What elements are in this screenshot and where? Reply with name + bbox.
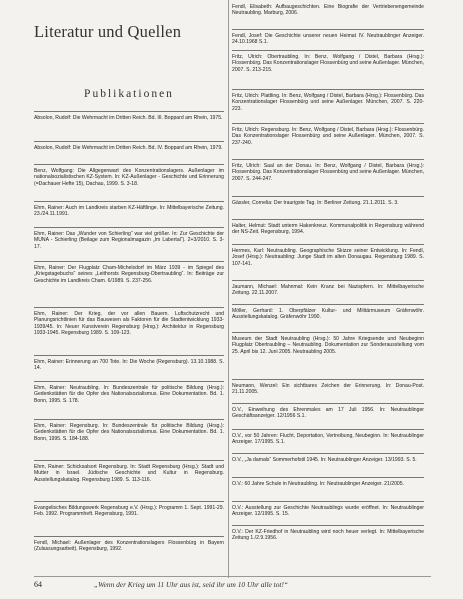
bibliography-entry: Benz, Wolfgang: Die Allgegenwart des Konzentrationslagers. Außenlager im nationalsozialistischen KZ-System. In: KZ-Außenlager - Geschichte und Erinnerung (=Dachauer Hefte 15), Dachau, 1999. S. 3-18. bbox=[34, 164, 224, 201]
page-title: Literatur und Quellen bbox=[34, 22, 182, 41]
bibliography-entry: Ehm, Rainer: Erinnerung an 700 Tote. In: Die Woche (Regensburg). 13.10.1988. S. 14. bbox=[34, 355, 224, 381]
bibliography-entry: O.V.: 60 Jahre Schule in Neutraubling. In: Neutraublinger Anzeiger. 21/2005. bbox=[232, 477, 424, 501]
bibliography-entry: Museum der Stadt Neutraubling (Hrsg.): 50 Jahre Kriegsende und Neubeginn Flugplatz Obertraubling – Neutraubling. Dokumentation zur Sonderausstellung vom 25. April bis 12. Juni 2005. Neutraubling 2005. bbox=[232, 332, 424, 379]
column-divider bbox=[228, 0, 229, 578]
bibliography-entry: Fritz, Ulrich: Obertraubling. In: Benz, Wolfgang / Distel, Barbara (Hrsg.): Flossenbürg. Das Konzentrationslager Flossenbürg und seine Außenlager. München, 2007. S. 213-215. bbox=[232, 50, 424, 89]
bibliography-entry: Fendl, Michael: Außenlager des Konzentrationslagers Flossenbürg in Bayern (Zulassungsarbeit). Regensburg, 1992. bbox=[34, 536, 224, 566]
bibliography-entry: Evangelisches Bildungswerk Regensburg e.V. (Hrsg.): Programm 1. Sept. 1991-29. Feb. 1992. Programmheft. Regensburg, 1991. bbox=[34, 501, 224, 536]
bibliography-entry: Ehm, Rainer: Der Krieg, der vor allen Bauern. Luftschutzrecht und Planungsrichtlinien für das Bauwesen als Faktoren für die Stadtentwicklung 1933-1939/45. In: Neuer Kunstverein Regensburg (Hrsg.): Architektur in Regensburg 1933-1945. Regensburg 1989. S. 109-123. bbox=[34, 307, 224, 355]
bibliography-entry: Ehm, Rainer: Der Flugplatz Cham-Michelsdorf im März 1939 - im Spiegel des „Kriegstagebuchs“ seines „Leithorsts Regensburg-Obertraubling“. In: Beiträge zur Geschichte im Landkreis Cham. 6/1989. S. 237-256. bbox=[34, 261, 224, 307]
bibliography-entry: Ehm, Rainer: Schicksalsort Regensburg. In: Stadt Regensburg (Hrsg.): Stadt und Mutter in Israel. Jüdische Geschichte und Kultur in Regensburg. Ausstellungskatalog. Regensburg 1989. S. 113-116. bbox=[34, 460, 224, 501]
bibliography-entry: O.V., „Ja damals“ Sommerhofstil 1945. In: Neutraublinger Anzeiger. 13/1993. S. 5. bbox=[232, 453, 424, 477]
bibliography-entry: Möller, Gerhard: 1. Oberpfälzer Kultur- und Militärmuseum Gräfenwöhr. Ausstellungskatalog. Gräfenwöhr 1990. bbox=[232, 304, 424, 332]
bibliography-entry: Fendl, Elisabeth: Aufbaugeschichten. Eine Biografie der Vertriebenengemeinde Neutraubling. Marburg, 2006. bbox=[232, 4, 424, 17]
bibliography-entry: Fritz, Ulrich: Saal an der Donau. In: Benz, Wolfgang / Distel, Barbara (Hrsg.): Flossenbürg. Das Konzentrationslager Flossenbürg und seine Außenlager. München, 2007. S. 244-247. bbox=[232, 159, 424, 196]
bibliography-entry: Fendl, Josef: Die Geschichte unserer neuen Heimat IV. Neutraublinger Anzeiger. 24.10.1968 S.1. bbox=[232, 29, 424, 50]
bibliography-entry: Ehm, Rainer: Das „Wunder von Schierling“ war viel größer. In: Zur Geschichte der MUNA - Schierling (Beilage zum Regionalmagazin „Im Labertal“). 2+3/2010. S. 3-17. bbox=[34, 227, 224, 261]
bibliography-entry: Gässler, Cornelia: Der traurigste Tag. In: Berliner Zeitung. 21.1.2011. S. 3. bbox=[232, 196, 424, 219]
bibliography-entry: Fritz, Ulrich: Regensburg. In: Benz, Wolfgang / Distel, Barbara (Hrsg.): Flossenbürg. Das Konzentrationslager Flossenbürg und seine Außenlager. München, 2007. S. 237-240. bbox=[232, 123, 424, 159]
footer-quote: „Wenn der Krieg um 11 Uhr aus ist, seid ihr um 10 Uhr alle tot!“ bbox=[94, 580, 289, 589]
bibliography-entry: Fritz, Ulrich: Plattling. In: Benz, Wolfgang / Distel, Barbara (Hrsg.): Flossenbürg. Das Konzentrationslager Flossenbürg und seine Außenlager. München, 2007. S. 220-223. bbox=[232, 89, 424, 123]
bibliography-entry: O.V., Einweihung des Ehrenmales am 17 Juli 1956. In: Neutraublinger Geschäftsanzeiger. 12/1956 S.1. bbox=[232, 403, 424, 429]
bibliography-entry: Absolon, Rudolf: Die Wehrmacht im Dritten Reich. Bd. IV. Boppard am Rhein, 1979. bbox=[34, 141, 224, 164]
bibliography-entry: O.V.: Ausstellung zur Geschichte Neutraublings wurde eröffnet. In: Neutraublinger Anzeiger. 12/1995. S. 15. bbox=[232, 501, 424, 525]
bibliography-entry: Neumann, Wenzel: Ein sichtbares Zeichen der Erinnerung. In: Donau-Post. 21.11.2005. bbox=[232, 379, 424, 403]
section-subtitle: Publikationen bbox=[84, 88, 174, 100]
bibliography-entry: Hermes, Karl: Neutraubling. Geographische Skizze seiner Entwicklung. In: Fendl, Josef (Hrsg.): Neutraubling: Junge Stadt im alten Donaugau. Regensburg 1989. S. 107-141. bbox=[232, 244, 424, 280]
bibliography-entry: Ehm, Rainer: Auch im Landkreis starben KZ-Häftlinge. In: Mittelbayerische Zeitung. 23./24.11.1991. bbox=[34, 201, 224, 227]
bibliography-entry: Ehm, Rainer: Neutraubling. In: Bundeszentrale für politische Bildung (Hrsg.): Gedenkstätten für die Opfer des Nationalsozialismus. Eine Dokumentation. Bd. 1. Bonn, 1995. S. 178. bbox=[34, 381, 224, 419]
bibliography-entry: Jaumann, Michael: Mahnmal: Kein Kranz bei Nazispfern. In: Mittelbayerische Zeitung. 22.11.2007. bbox=[232, 280, 424, 304]
bibliography-entry: Absolon, Rudolf: Die Wehrmacht im Dritten Reich. Bd. III. Boppard am Rhein, 1975. bbox=[34, 111, 224, 141]
footer-rule bbox=[34, 576, 431, 577]
bibliography-entry: O.V., vor 50 Jahren: Flucht, Deportation, Vertreibung, Neubeginn. In: Neutraublinger Anzeiger. 17/1995. S.1. bbox=[232, 429, 424, 453]
bibliography-entry: Halter, Helmut: Stadt unterm Hakenkreuz. Kommunalpolitik in Regensburg während der NS-Zeit. Regensburg, 1994. bbox=[232, 219, 424, 244]
bibliography-entry: O.V.: Der KZ-Friedhof in Neutraubling wird noch heuer verlegt. In: Mittelbayerische Zeitung 1./2.9.1956. bbox=[232, 525, 424, 551]
page-number: 64 bbox=[34, 580, 42, 589]
bibliography-entry: Ehm, Rainer: Regensburg. In: Bundeszentrale für politische Bildung (Hrsg.): Gedenkstätten für die Opfer des Nationalsozialismus. Eine Dokumentation. Bd. 1. Bonn, 1995. S. 184-188. bbox=[34, 419, 224, 460]
